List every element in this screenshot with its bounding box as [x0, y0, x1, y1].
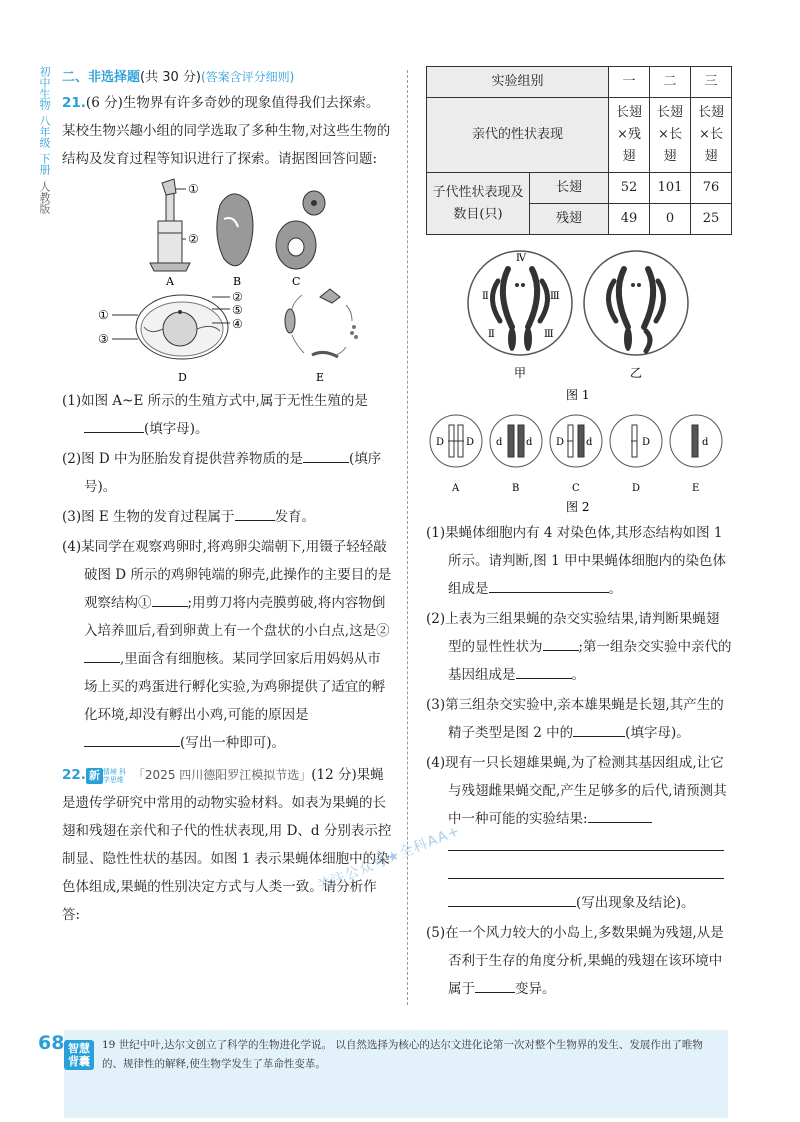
- table-row: [427, 67, 732, 98]
- q21-sub4: [62, 533, 392, 757]
- roman-label: Ⅳ: [516, 253, 526, 264]
- table-cell: 长翅×残翅: [609, 98, 650, 173]
- cell-jia: [468, 251, 572, 355]
- q22-sub1-tail: 。: [608, 581, 622, 597]
- q22-intro: [62, 761, 392, 929]
- answer-blank[interactable]: [303, 446, 349, 463]
- table-cell: 长翅×长翅: [650, 98, 691, 173]
- fig-label-E: E: [316, 371, 325, 384]
- cross-results-table: [426, 66, 732, 235]
- gene-label: D: [642, 437, 651, 448]
- side-level: 八年级: [38, 115, 51, 148]
- fig-label-A: A: [166, 275, 174, 287]
- answer-blank[interactable]: [475, 976, 515, 993]
- table-cell: 49: [609, 204, 650, 235]
- table-cell: 残翅: [530, 204, 609, 235]
- q22-sub3: [426, 691, 732, 747]
- q22-points: (12 分): [311, 767, 357, 783]
- fig2-label: A: [452, 483, 460, 494]
- fig2-cell-b: [490, 415, 542, 494]
- table-row: [427, 98, 732, 173]
- q22-sub5: [426, 919, 732, 1003]
- table-cell: 76: [691, 173, 732, 204]
- fig-label-d2: ②: [232, 290, 243, 304]
- q22-number: 22.: [62, 767, 86, 783]
- q22-sub4-text: (4)现有一只长翅雄果蝇,为了检测其基因组成,让它与残翅雌果蝇交配,产生足够多的后代,请预测其中一种可能的实验结果:: [426, 755, 727, 827]
- new-badge-caption: 情境 科学思维: [102, 767, 127, 784]
- table-cell: 0: [650, 204, 691, 235]
- q21-sub1: [62, 387, 392, 443]
- q21-figure-abc: [62, 175, 392, 287]
- section-title: 二、非选择题: [62, 70, 141, 85]
- q21-sub1-tail: (填字母)。: [144, 421, 209, 437]
- q22-sub1: [426, 519, 732, 603]
- q22-sub2-text: (2)上表为三组果蝇的杂交实验结果,请判断果蝇翅型的显性性状为: [426, 611, 720, 655]
- q22-sub3-text: (3)第三组杂交实验中,亲本雄果蝇是长翅,其产生的精子类型是图 2 中的: [426, 697, 724, 741]
- answer-blank[interactable]: [516, 662, 572, 679]
- yeast-drawing: [276, 191, 325, 269]
- table-cell: 二: [650, 67, 691, 98]
- gene-label: d: [586, 437, 593, 448]
- q21-sub3: [62, 503, 392, 531]
- seed-drawing: [217, 194, 253, 266]
- answer-blank[interactable]: [235, 504, 275, 521]
- side-label: [38, 66, 58, 219]
- table-header: 实验组别: [427, 67, 609, 98]
- roman-label: Ⅲ: [544, 329, 554, 340]
- cell-yi: [584, 251, 688, 355]
- fig-label-1: ①: [188, 182, 199, 196]
- page-number: 68: [38, 1032, 65, 1054]
- table-header: 子代性状表现及数目(只): [427, 173, 530, 235]
- q21-sub4-tail: (写出一种即可)。: [180, 735, 286, 751]
- q21-figure-de: [62, 287, 392, 387]
- fig-label-2: ②: [188, 232, 199, 246]
- roman-label: Ⅲ: [550, 291, 560, 302]
- q22-sub2-text-b: ;第一组杂交实验中亲代的基因组成是: [448, 639, 732, 683]
- gene-label: d: [702, 437, 709, 448]
- table-cell: 25: [691, 204, 732, 235]
- answer-blank[interactable]: [588, 806, 652, 823]
- fig-label-d3: ③: [98, 332, 109, 346]
- q22-sub4: [426, 749, 732, 917]
- answer-blank[interactable]: [448, 862, 724, 879]
- section-note: (答案含评分细则): [200, 70, 295, 84]
- q22-sub2-tail: 。: [571, 667, 585, 683]
- fig-label-D: D: [178, 371, 187, 384]
- q22-sub5-text: (5)在一个风力较大的小岛上,多数果蝇为残翅,从是否利于生存的角度分析,果蝇的残翅在该环境中属于: [426, 925, 724, 997]
- cell-yi-label: 乙: [630, 366, 643, 380]
- figure-2-cells: [426, 411, 732, 515]
- answer-blank[interactable]: [448, 890, 576, 907]
- roman-label: Ⅱ: [488, 329, 495, 340]
- answer-blank[interactable]: [84, 416, 144, 433]
- table-cell: 三: [691, 67, 732, 98]
- new-badge: 新: [86, 768, 103, 784]
- fig2-label: C: [572, 483, 580, 494]
- q21-sub4-text: (4)某同学在观察鸡卵时,将鸡卵尖端朝下,用镊子轻轻敲破图 D 所示的鸡卵钝端的卵壳,此操作的主要目的是观察结构①: [62, 539, 392, 611]
- q21-sub3-text: (3)图 E 生物的发育过程属于: [62, 509, 235, 525]
- fig-label-C: C: [292, 275, 301, 287]
- figure-1-caption: 图 1: [566, 388, 590, 402]
- q21-text: (6 分)生物界有许多奇妙的现象值得我们去探索。某校生物兴趣小组的同学选取了多种生物,对这些生物的结构及发育过程等知识进行了探索。请据图回答问题:: [62, 95, 391, 167]
- figure-1-chromosomes: [426, 247, 732, 407]
- answer-blank[interactable]: [448, 834, 724, 851]
- answer-blank[interactable]: [543, 634, 579, 651]
- fig-label-d5: ⑤: [232, 303, 243, 317]
- fig2-cell-a: [430, 415, 482, 494]
- q22-source: 「2025 四川德阳罗江模拟节选」: [132, 768, 312, 782]
- watermark: 关注公众号★全科AA+: [314, 822, 463, 895]
- grafting-drawing: [150, 179, 190, 271]
- fig2-cell-e: [670, 415, 722, 494]
- q21-sub4-text-c: ,里面含有细胞核。某同学回家后用妈妈从市场上买的鸡蛋进行孵化实验,为鸡卵提供了适宜的孵化环境,却没有孵出小鸡,可能的原因是: [84, 651, 386, 723]
- q22-sub3-tail: (填字母)。: [625, 725, 690, 741]
- table-cell: 长翅: [530, 173, 609, 204]
- gene-label: d: [496, 437, 503, 448]
- table-row: [427, 173, 732, 204]
- q22-sub4-tail: (写出现象及结论)。: [576, 895, 695, 911]
- side-grade: 初中生物: [38, 66, 51, 110]
- table-cell: 长翅×长翅: [691, 98, 732, 173]
- egg-drawing: [136, 295, 228, 359]
- gene-label: D: [466, 437, 475, 448]
- left-column: [62, 66, 392, 929]
- q21-number: 21.: [62, 95, 86, 111]
- fig-label-d1: ①: [98, 308, 109, 322]
- q22-sub5-tail: 变异。: [515, 981, 556, 997]
- table-header: 亲代的性状表现: [427, 98, 609, 173]
- q21-sub2-tail: (填序号)。: [84, 451, 382, 495]
- answer-blank[interactable]: [84, 646, 120, 663]
- q22-sub1-text: (1)果蝇体细胞内有 4 对染色体,其形态结构如图 1 所示。请判断,图 1 甲中果蝇体细胞内的染色体组成是: [426, 525, 726, 597]
- q22-sub2: [426, 605, 732, 689]
- fig2-label: B: [512, 483, 520, 494]
- q21-sub2-text: (2)图 D 中为胚胎发育提供营养物质的是: [62, 451, 304, 467]
- side-book: 下册: [38, 153, 51, 175]
- column-divider: [407, 70, 408, 1005]
- right-column: [426, 66, 732, 1003]
- table-cell: 52: [609, 173, 650, 204]
- gene-label: D: [556, 437, 565, 448]
- answer-blank[interactable]: [489, 576, 609, 593]
- q21-sub4-text-b: ;用剪刀将内壳膜剪破,将内容物倒入培养皿后,看到卵黄上有一个盘状的小白点,这是②: [84, 595, 390, 639]
- gene-label: D: [436, 437, 445, 448]
- fig-label-d4: ④: [232, 317, 243, 331]
- section-points: (共 30 分): [140, 70, 201, 85]
- q21-sub2: [62, 445, 392, 501]
- silkworm-cycle-drawing: [285, 289, 358, 357]
- section-heading: [62, 66, 392, 89]
- table-cell: 一: [609, 67, 650, 98]
- figure-2-caption: 图 2: [566, 500, 590, 514]
- q21-sub1-text: (1)如图 A~E 所示的生殖方式中,属于无性生殖的是: [62, 393, 368, 409]
- roman-label: Ⅱ: [482, 291, 489, 302]
- fig2-cell-c: [550, 415, 602, 494]
- fig2-label: E: [692, 483, 700, 494]
- fig2-cell-d: [610, 415, 662, 494]
- cell-jia-label: 甲: [514, 366, 527, 380]
- wisdom-tag: 智慧背囊: [64, 1040, 94, 1070]
- answer-blank[interactable]: [152, 590, 188, 607]
- q21-sub3-tail: 发育。: [274, 509, 316, 525]
- footer-text: 19 世纪中叶,达尔文创立了科学的生物进化学说。 以自然选择为核心的达尔文进化论第一次对整个生物界的发生、发展作出了唯物的、规律性的解释,使生物学发生了革命性变革。: [102, 1039, 703, 1070]
- fig2-label: D: [632, 483, 641, 494]
- q22-text: 果蝇是遗传学研究中常用的动物实验材料。如表为果蝇的长翅和残翅在亲代和子代的性状表现,用 D、d 分别表示控制显、隐性性状的基因。如图 1 表示果蝇体细胞中的染色体组成,果蝇的性别决定方式与人类一致。请分析作答:: [62, 767, 392, 923]
- gene-label: d: [526, 437, 533, 448]
- answer-blank[interactable]: [573, 720, 625, 737]
- side-edition: 人教版: [38, 181, 51, 214]
- q21-intro: [62, 89, 392, 173]
- table-cell: 101: [650, 173, 691, 204]
- fig-label-B: B: [233, 275, 242, 287]
- answer-blank[interactable]: [84, 730, 180, 747]
